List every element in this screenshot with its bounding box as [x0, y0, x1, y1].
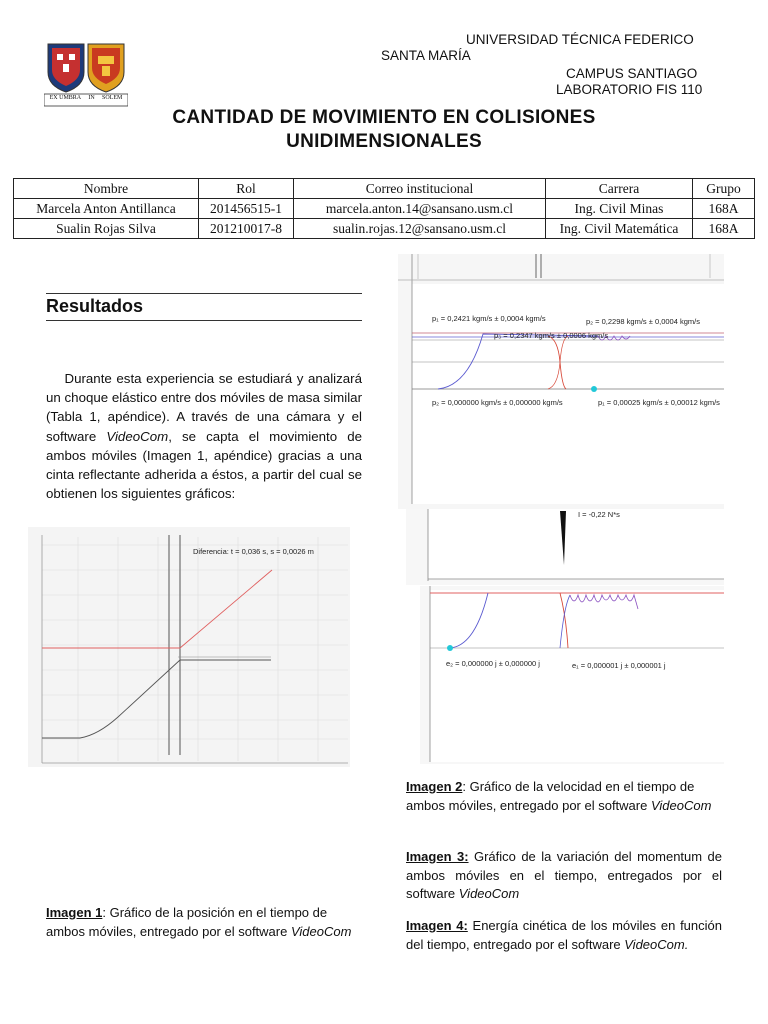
caption-image-1	[46, 904, 358, 941]
university-name-line2: SANTA MARÍA	[381, 48, 471, 63]
momentum-label-p1: p₁ = 0,2421 kgm/s ± 0,0004 kgm/s	[432, 314, 546, 323]
caption-software: VideoCom	[458, 886, 520, 901]
logo-motto-right: SOLEM	[102, 95, 123, 101]
campus-name: CAMPUS SANTIAGO	[566, 66, 698, 81]
momentum-label-p3: p₂ = 0,000000 kgm/s ± 0,000000 kgm/s	[432, 398, 563, 407]
section-rule-bottom	[46, 320, 362, 321]
table-cell: sualin.rojas.12@sansano.usm.cl	[294, 219, 546, 239]
table-cell: 168A	[693, 219, 755, 239]
position-plot-annotation: Diferencia: t = 0,036 s, s = 0,0026 m	[193, 547, 314, 556]
document-title-line1: CANTIDAD DE MOVIMIENTO EN COLISIONES	[172, 107, 596, 128]
caption-software: VideoCom	[290, 923, 352, 939]
position-plot	[28, 527, 350, 767]
momentum-label-p2: p₂ = 0,2298 kgm/s ± 0,0004 kgm/s	[586, 317, 700, 326]
document-title-line2: UNIDIMENSIONALES	[286, 131, 482, 152]
momentum-label-ps: p₃ = 0,2347 kgm/s ± 0,0006 kgm/s	[494, 331, 609, 340]
caption-text: Gráfico de la variación del momentum de ambos móviles en el tiempo, entregados por el software	[406, 849, 722, 901]
table-cell: 168A	[693, 199, 755, 219]
software-name: VideoCom	[106, 428, 169, 444]
logo-motto-left: EX UMBRA	[49, 95, 82, 101]
logo-motto-mid: IN	[88, 95, 95, 101]
momentum-label-p4: p₁ = 0,00025 kgm/s ± 0,00012 kgm/s	[598, 398, 720, 407]
table-row	[14, 199, 755, 219]
impulse-plot	[406, 509, 724, 585]
caption-software: VideoCom.	[624, 936, 689, 952]
lab-name: LABORATORIO FIS 110	[556, 82, 703, 97]
caption-text: : Gráfico de la posición en el tiempo de ambos móviles, entregado por el software	[46, 905, 328, 939]
table-cell: Marcela Anton Antillanca	[14, 199, 199, 219]
paragraph-text-1: Durante esta experiencia se estudiará y analizará un choque elástico entre dos móviles de masa similar (Tabla 1, apéndice). A través de una cámara y el software	[46, 371, 362, 444]
caption-label: Imagen 4:	[406, 918, 468, 933]
table-header-cell: Nombre	[14, 179, 199, 199]
table-cell: 201456515-1	[199, 199, 294, 219]
table-cell: Ing. Civil Matemática	[546, 219, 693, 239]
table-row	[14, 219, 755, 239]
table-header-cell: Rol	[199, 179, 294, 199]
table-cell: marcela.anton.14@sansano.usm.cl	[294, 199, 546, 219]
table-header-row	[14, 179, 755, 199]
caption-image-4	[406, 917, 722, 954]
energy-plot	[420, 586, 724, 764]
university-name-line1: UNIVERSIDAD TÉCNICA FEDERICO	[466, 32, 694, 47]
caption-image-2	[406, 778, 720, 815]
table-header-cell: Carrera	[546, 179, 693, 199]
paragraph-text-2: , se capta el movimiento de ambos móviles (Imagen 1, apéndice) gracias a una cinta reflectante adherida a éstos, a partir del cual se obtienen los siguientes gráficos:	[46, 428, 362, 502]
table-cell: Ing. Civil Minas	[546, 199, 693, 219]
students-table	[13, 178, 755, 239]
section-title: Resultados	[46, 296, 144, 316]
energy-label-e2: e₂ = 0,000000 j ± 0,000000 j	[446, 659, 540, 668]
caption-image-3	[406, 848, 722, 904]
table-header-cell: Grupo	[693, 179, 755, 199]
energy-label-e1: e₁ = 0,000001 j ± 0,000001 j	[572, 661, 666, 670]
table-cell: Sualin Rojas Silva	[14, 219, 199, 239]
caption-label: Imagen 1	[46, 905, 103, 920]
table-cell: 201210017-8	[199, 219, 294, 239]
table-header-cell: Correo institucional	[294, 179, 546, 199]
caption-software: VideoCom	[650, 797, 712, 813]
caption-label: Imagen 2	[406, 779, 463, 794]
caption-text: Energía cinética de los móviles en función del tiempo, entregado por el software	[406, 918, 722, 952]
results-paragraph	[46, 369, 362, 503]
caption-label: Imagen 3:	[406, 849, 469, 864]
section-rule-top	[46, 293, 362, 294]
momentum-plot	[398, 254, 724, 509]
caption-text: : Gráfico de la velocidad en el tiempo de ambos móviles, entregado por el software	[406, 779, 695, 813]
university-logo	[44, 42, 128, 108]
impulse-label: I = -0,22 N*s	[578, 510, 620, 519]
